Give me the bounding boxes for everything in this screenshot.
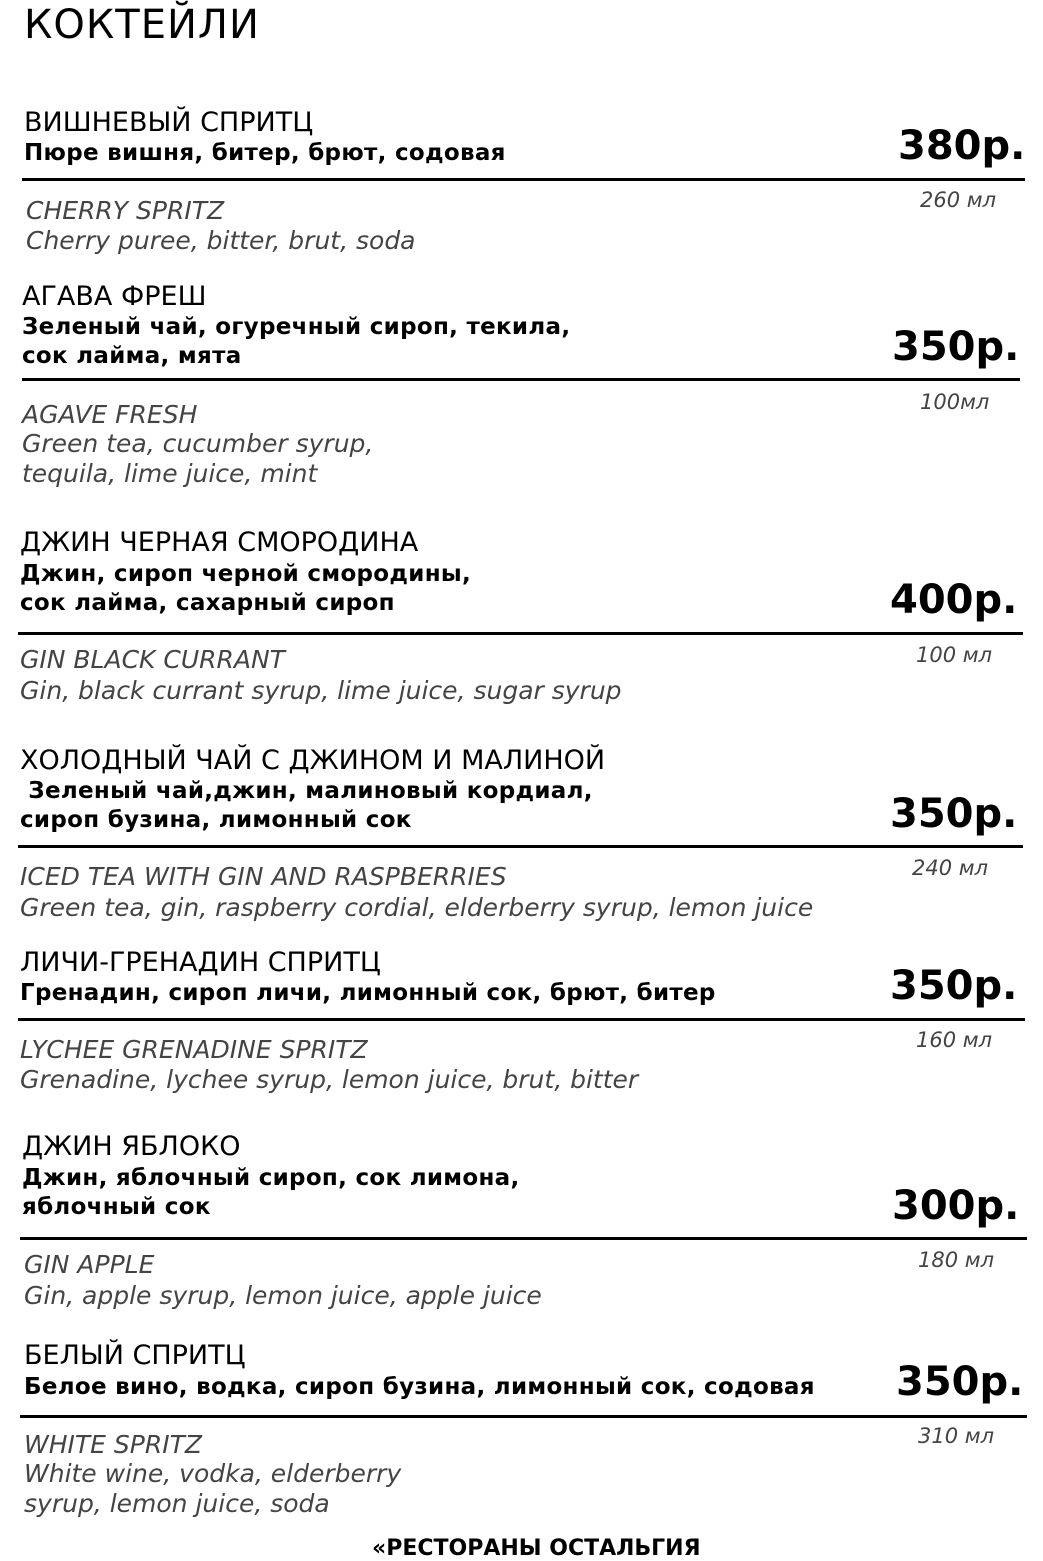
item-description-ru: Зеленый чай,джин, малиновый кордиал, сироп бузина, лимонный сок: [20, 778, 593, 833]
item-name-en: LYCHEE GRENADINE SPRITZ: [20, 1035, 368, 1064]
item-name-en: ICED TEA WITH GIN AND RASPBERRIES: [20, 862, 507, 891]
item-price: 350р.: [892, 324, 1020, 370]
item-price: 400р.: [890, 577, 1018, 623]
item-name-en: WHITE SPRITZ: [24, 1430, 202, 1459]
item-volume: 310 мл: [918, 1424, 995, 1448]
divider: [22, 178, 1025, 181]
item-name-ru: ХОЛОДНЫЙ ЧАЙ С ДЖИНОМ И МАЛИНОЙ: [20, 745, 606, 776]
item-volume: 260 мл: [920, 188, 997, 212]
divider: [18, 632, 1023, 635]
item-description-ru: Пюре вишня, битер, брют, содовая: [24, 140, 506, 166]
item-description-en: White wine, vodka, elderberry syrup, lemon juice, soda: [24, 1459, 402, 1518]
item-name-ru: ЛИЧИ-ГРЕНАДИН СПРИТЦ: [20, 947, 381, 978]
divider: [20, 1237, 1027, 1240]
item-description-en: Green tea, cucumber syrup, tequila, lime juice, mint: [22, 429, 374, 488]
divider: [18, 845, 1023, 848]
item-price: 350р.: [890, 963, 1018, 1009]
item-description-en: Gin, apple syrup, lemon juice, apple juice: [24, 1281, 542, 1310]
item-volume: 240 мл: [912, 856, 989, 880]
item-price: 300р.: [892, 1183, 1020, 1229]
divider: [20, 1415, 1027, 1418]
menu-title: КОКТЕЙЛИ: [24, 2, 260, 48]
item-name-en: CHERRY SPRITZ: [26, 196, 225, 225]
item-volume: 180 мл: [918, 1248, 995, 1272]
item-name-en: AGAVE FRESH: [22, 400, 198, 429]
item-name-ru: ДЖИН ЧЕРНАЯ СМОРОДИНА: [20, 527, 419, 558]
item-description-en: Green tea, gin, raspberry cordial, elderberry syrup, lemon juice: [20, 893, 814, 922]
divider: [18, 1018, 1025, 1021]
item-name-en: GIN BLACK CURRANT: [20, 645, 285, 674]
item-description-ru: Гренадин, сироп личи, лимонный сок, брют, битер: [20, 980, 716, 1006]
item-description-en: Grenadine, lychee syrup, lemon juice, brut, bitter: [20, 1065, 639, 1094]
item-description-ru: Белое вино, водка, сироп бузина, лимонный сок, содовая: [24, 1374, 815, 1400]
item-price: 350р.: [890, 791, 1018, 837]
item-volume: 100мл: [920, 390, 990, 414]
item-volume: 160 мл: [916, 1028, 993, 1052]
item-name-ru: ВИШНЕВЫЙ СПРИТЦ: [24, 107, 314, 138]
item-price: 350р.: [896, 1359, 1024, 1405]
item-name-ru: БЕЛЫЙ СПРИТЦ: [24, 1340, 246, 1371]
item-description-ru: Джин, яблочный сироп, сок лимона, яблочный сок: [22, 1165, 520, 1220]
divider: [22, 378, 1020, 381]
footer-brand: «РЕСТОРАНЫ ОСТАЛЬГИЯ: [372, 1536, 701, 1561]
item-name-ru: ДЖИН ЯБЛОКО: [22, 1131, 241, 1162]
item-price: 380р.: [898, 123, 1026, 169]
item-name-ru: АГАВА ФРЕШ: [22, 281, 207, 312]
item-name-en: GIN APPLE: [24, 1250, 155, 1279]
item-description-en: Cherry puree, bitter, brut, soda: [26, 226, 416, 255]
item-description-ru: Зеленый чай, огуречный сироп, текила, сок лайма, мята: [22, 314, 571, 369]
item-description-en: Gin, black currant syrup, lime juice, sugar syrup: [20, 676, 622, 705]
item-description-ru: Джин, сироп черной смородины, сок лайма, сахарный сироп: [20, 561, 472, 616]
item-volume: 100 мл: [916, 643, 993, 667]
